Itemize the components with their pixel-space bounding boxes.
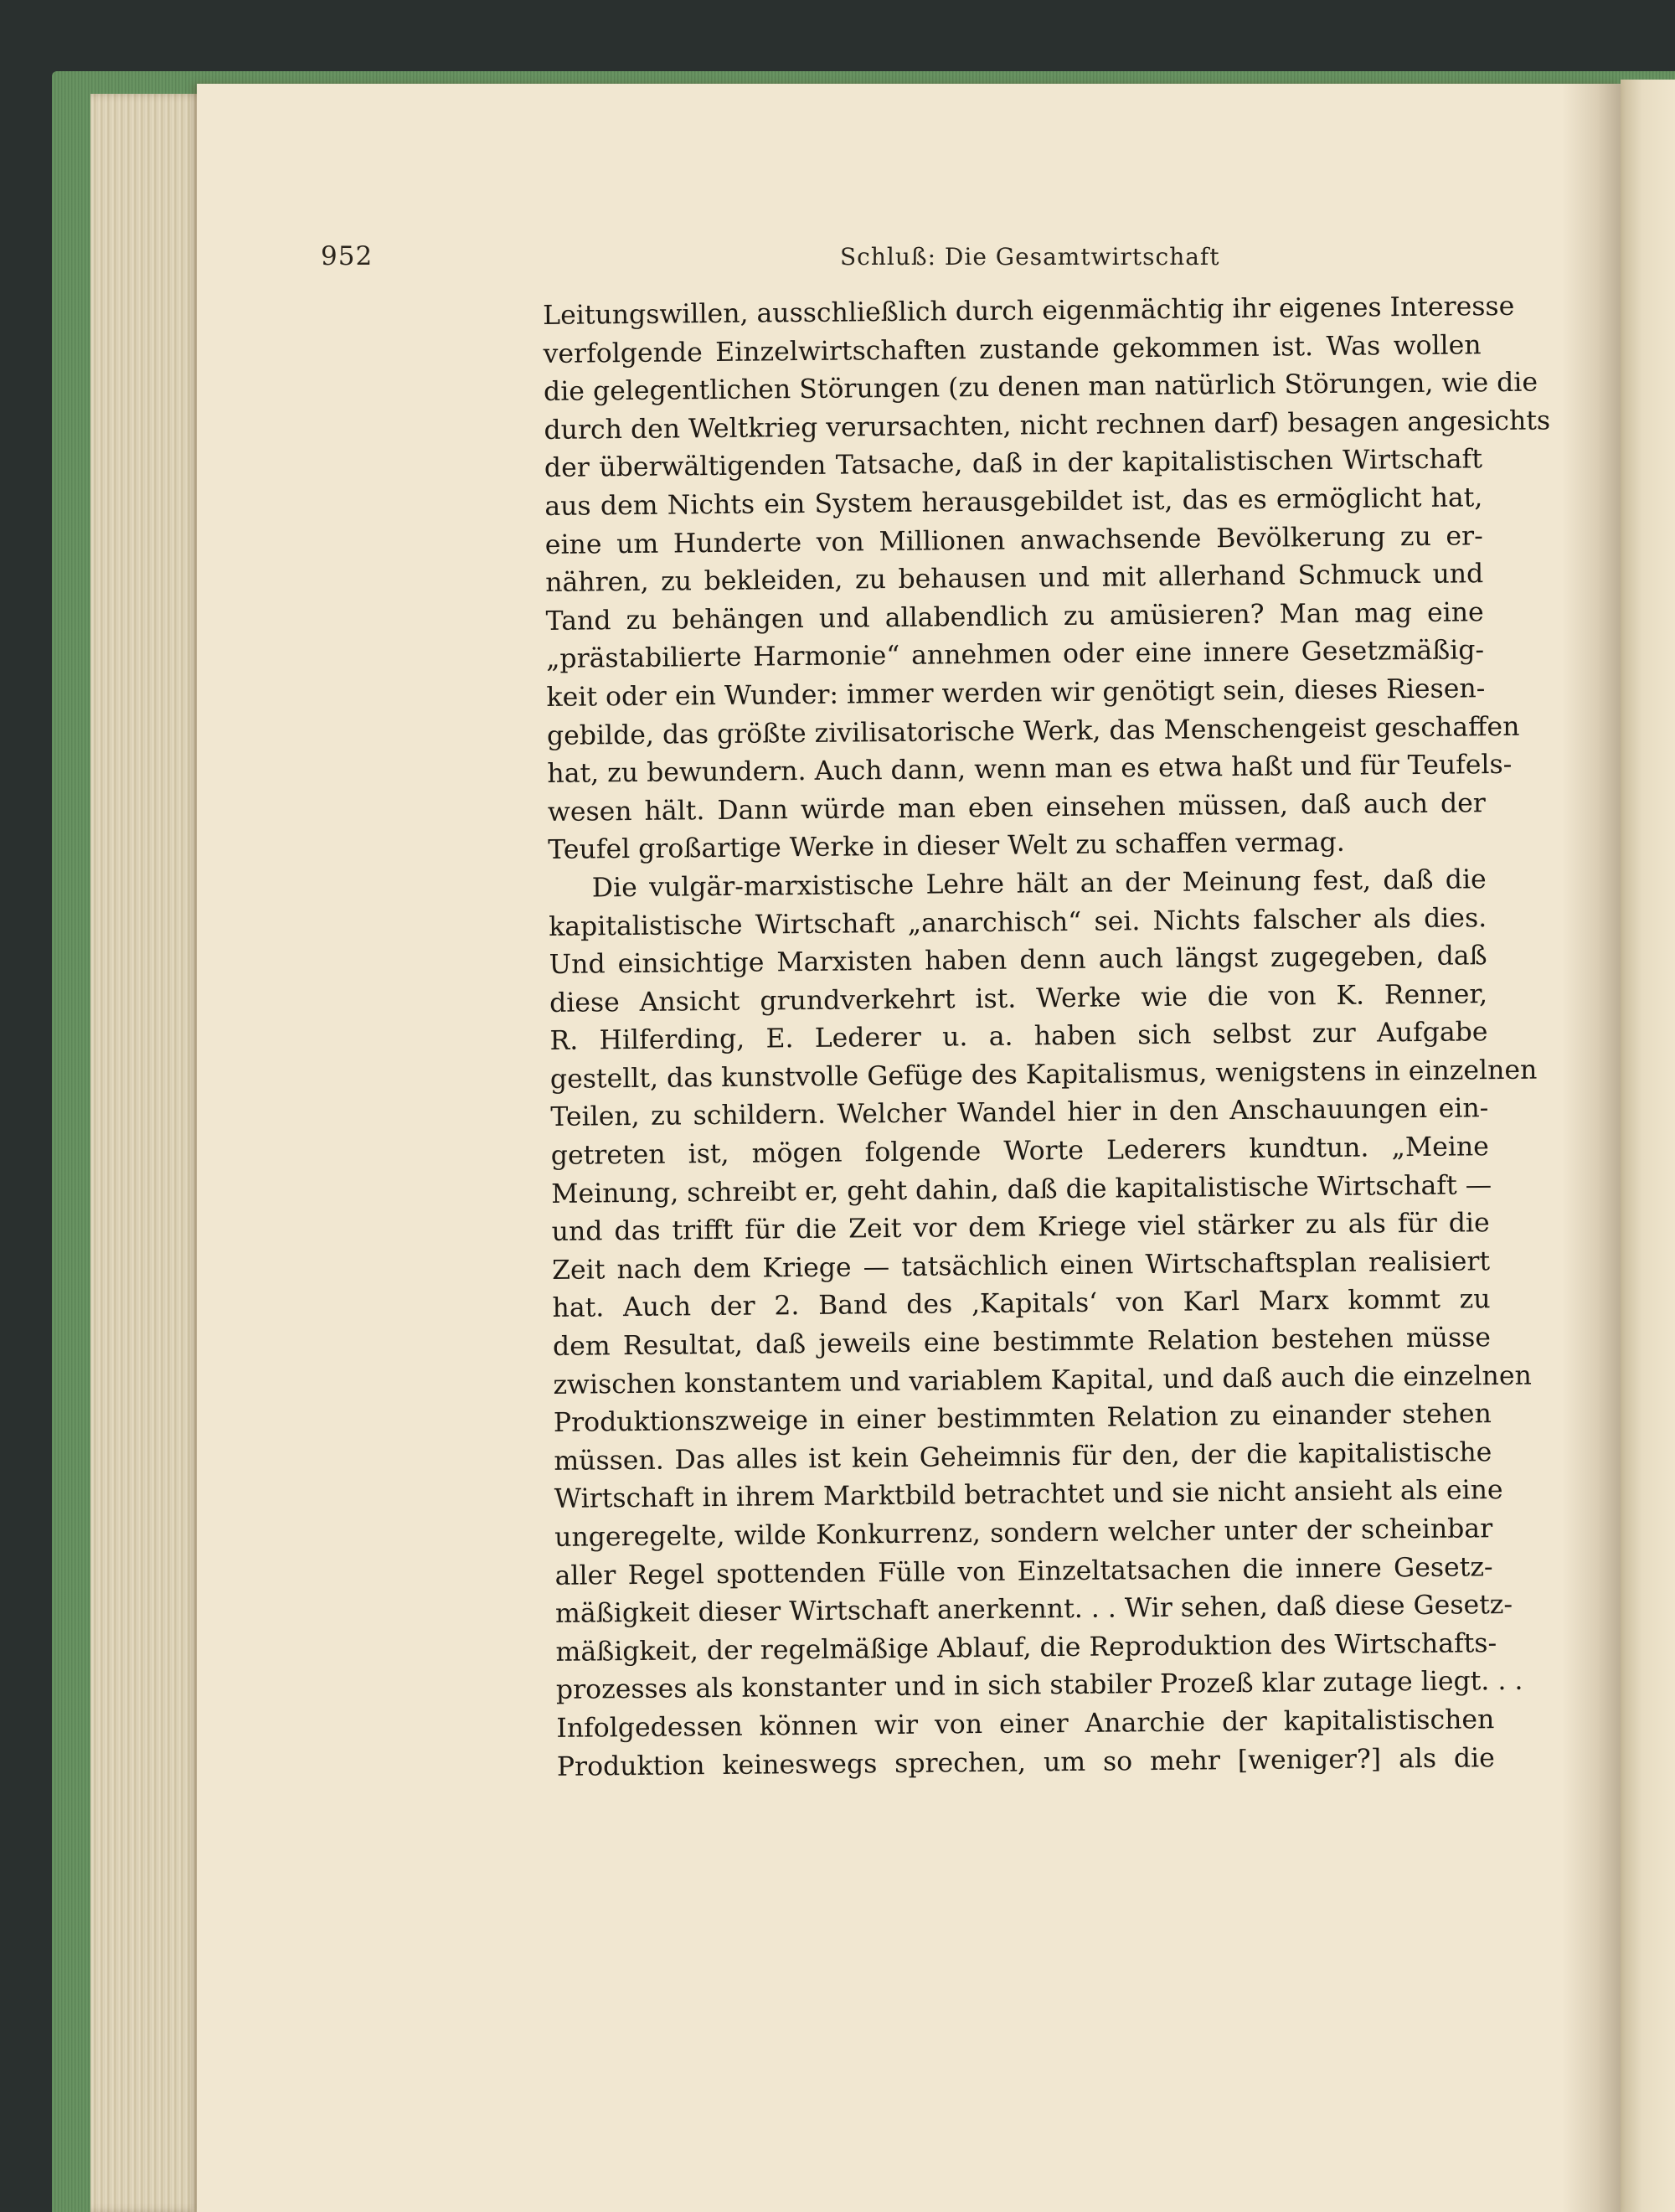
text-line: dem Resultat, daß jeweils eine bestimmte Relation bestehen müsse — [552, 1323, 1492, 1362]
text-line: nähren, zu bekleiden, zu behausen und mit allerhand Schmuck und — [545, 559, 1484, 599]
text-line: verfolgende Einzelwirtschaften zustande gekommen ist. Was wollen — [543, 329, 1482, 369]
text-line: hat, zu bewundern. Auch dann, wenn man es etwa haßt und für Teufels- — [547, 750, 1513, 790]
text-line: Zeit nach dem Kriege — tatsächlich einen Wirtschaftsplan realisiert — [551, 1246, 1491, 1286]
text-line: Und einsichtige Marxisten haben denn auch längst zugegeben, daß — [549, 941, 1487, 981]
text-line: Teilen, zu schildern. Welcher Wandel hier in den Anschauungen ein- — [550, 1093, 1489, 1133]
page-gutter-shadow — [1562, 84, 1621, 2212]
facing-page-edge — [1621, 80, 1675, 2212]
text-line: Infolgedessen können wir von einer Anarchie der kapitalistischen — [556, 1704, 1495, 1744]
paragraph-end-line: Teufel großartige Werke in dieser Welt zu schaffen vermag. — [548, 828, 1345, 866]
chapter-header: Schluß: Die Gesamtwirtschaft — [840, 243, 1220, 271]
text-line: wesen hält. Dann würde man eben einsehen müssen, daß auch der — [547, 787, 1487, 828]
page-number: 952 — [321, 241, 374, 271]
text-line: müssen. Das alles ist kein Geheimnis für den, der die kapitalistische — [554, 1436, 1492, 1477]
text-line: der überwältigenden Tatsache, daß in der kapitalistischen Wirtschaft — [544, 444, 1483, 484]
text-line: prozesses als konstanter und in sich stabiler Prozeß klar zutage liegt. . . — [555, 1666, 1523, 1706]
text-line: diese Ansicht grundverkehrt ist. Werke wie die von K. Renner, — [549, 978, 1488, 1018]
text-line: Produktion keineswegs sprechen, um so mehr [weniger?] als die — [556, 1742, 1495, 1782]
text-line: keit oder ein Wunder: immer werden wir genötigt sein, dieses Riesen- — [546, 673, 1486, 713]
text-line: Wirtschaft in ihrem Marktbild betrachtet und sie nicht ansieht als eine — [554, 1475, 1503, 1515]
text-line: getreten ist, mögen folgende Worte Lederers kundtun. „Meine — [550, 1132, 1489, 1172]
text-line: gebilde, das größte zivilisatorische Werk, das Menschengeist geschaffen — [546, 711, 1520, 751]
text-line: mäßigkeit, der regelmäßige Ablauf, die Reproduktion des Wirtschafts- — [555, 1627, 1497, 1668]
body-text — [543, 288, 1551, 1787]
text-line: Leitungswillen, ausschließlich durch eigenmächtig ihr eigenes Interesse — [543, 291, 1515, 331]
text-line: durch den Weltkrieg verursachten, nicht rechnen darf) besagen angesichts — [544, 405, 1551, 446]
text-line: aus dem Nichts ein System herausgebildet ist, das es ermöglicht hat, — [544, 482, 1483, 522]
text-line: hat. Auch der 2. Band des ‚Kapitals‘ von Karl Marx kommt zu — [552, 1284, 1491, 1324]
text-line: Produktionszweige in einer bestimmten Relation zu einander stehen — [553, 1399, 1492, 1439]
text-line: kapitalistische Wirtschaft „anarchisch“ sei. Nichts falscher als dies. — [549, 902, 1487, 942]
text-line: aller Regel spottenden Fülle von Einzeltatsachen die innere Gesetz- — [554, 1551, 1493, 1591]
text-line: gestellt, das kunstvolle Gefüge des Kapitalismus, wenigstens in einzelnen — [549, 1054, 1538, 1095]
text-line: die gelegentlichen Störungen (zu denen man natürlich Störungen, wie die — [543, 367, 1538, 408]
text-line: Meinung, schreibt er, geht dahin, daß die kapitalistische Wirtschaft — — [551, 1169, 1492, 1209]
text-line: Tand zu behängen und allabendlich zu amüsieren? Man mag eine — [545, 596, 1484, 637]
text-line: „prästabilierte Harmonie“ annehmen oder eine innere Gesetzmäßig- — [545, 635, 1485, 675]
running-head — [321, 241, 1493, 275]
text-line: eine um Hunderte von Millionen anwachsende Bevölkerung zu er- — [544, 520, 1483, 560]
text-line: mäßigkeit dieser Wirtschaft anerkennt. . . Wir sehen, daß diese Gesetz- — [554, 1590, 1513, 1630]
text-line: ungeregelte, wilde Konkurrenz, sondern welcher unter der scheinbar — [554, 1513, 1493, 1553]
text-line: R. Hilferding, E. Lederer u. a. haben sich selbst zur Aufgabe — [549, 1017, 1488, 1057]
text-line: zwischen konstantem und variablem Kapital, und daß auch die einzelnen — [553, 1360, 1532, 1400]
paragraph-start-line: Die vulgär-marxistische Lehre hält an der Meinung fest, daß die — [591, 864, 1487, 904]
text-line: und das trifft für die Zeit vor dem Kriege viel stärker zu als für die — [551, 1208, 1490, 1248]
